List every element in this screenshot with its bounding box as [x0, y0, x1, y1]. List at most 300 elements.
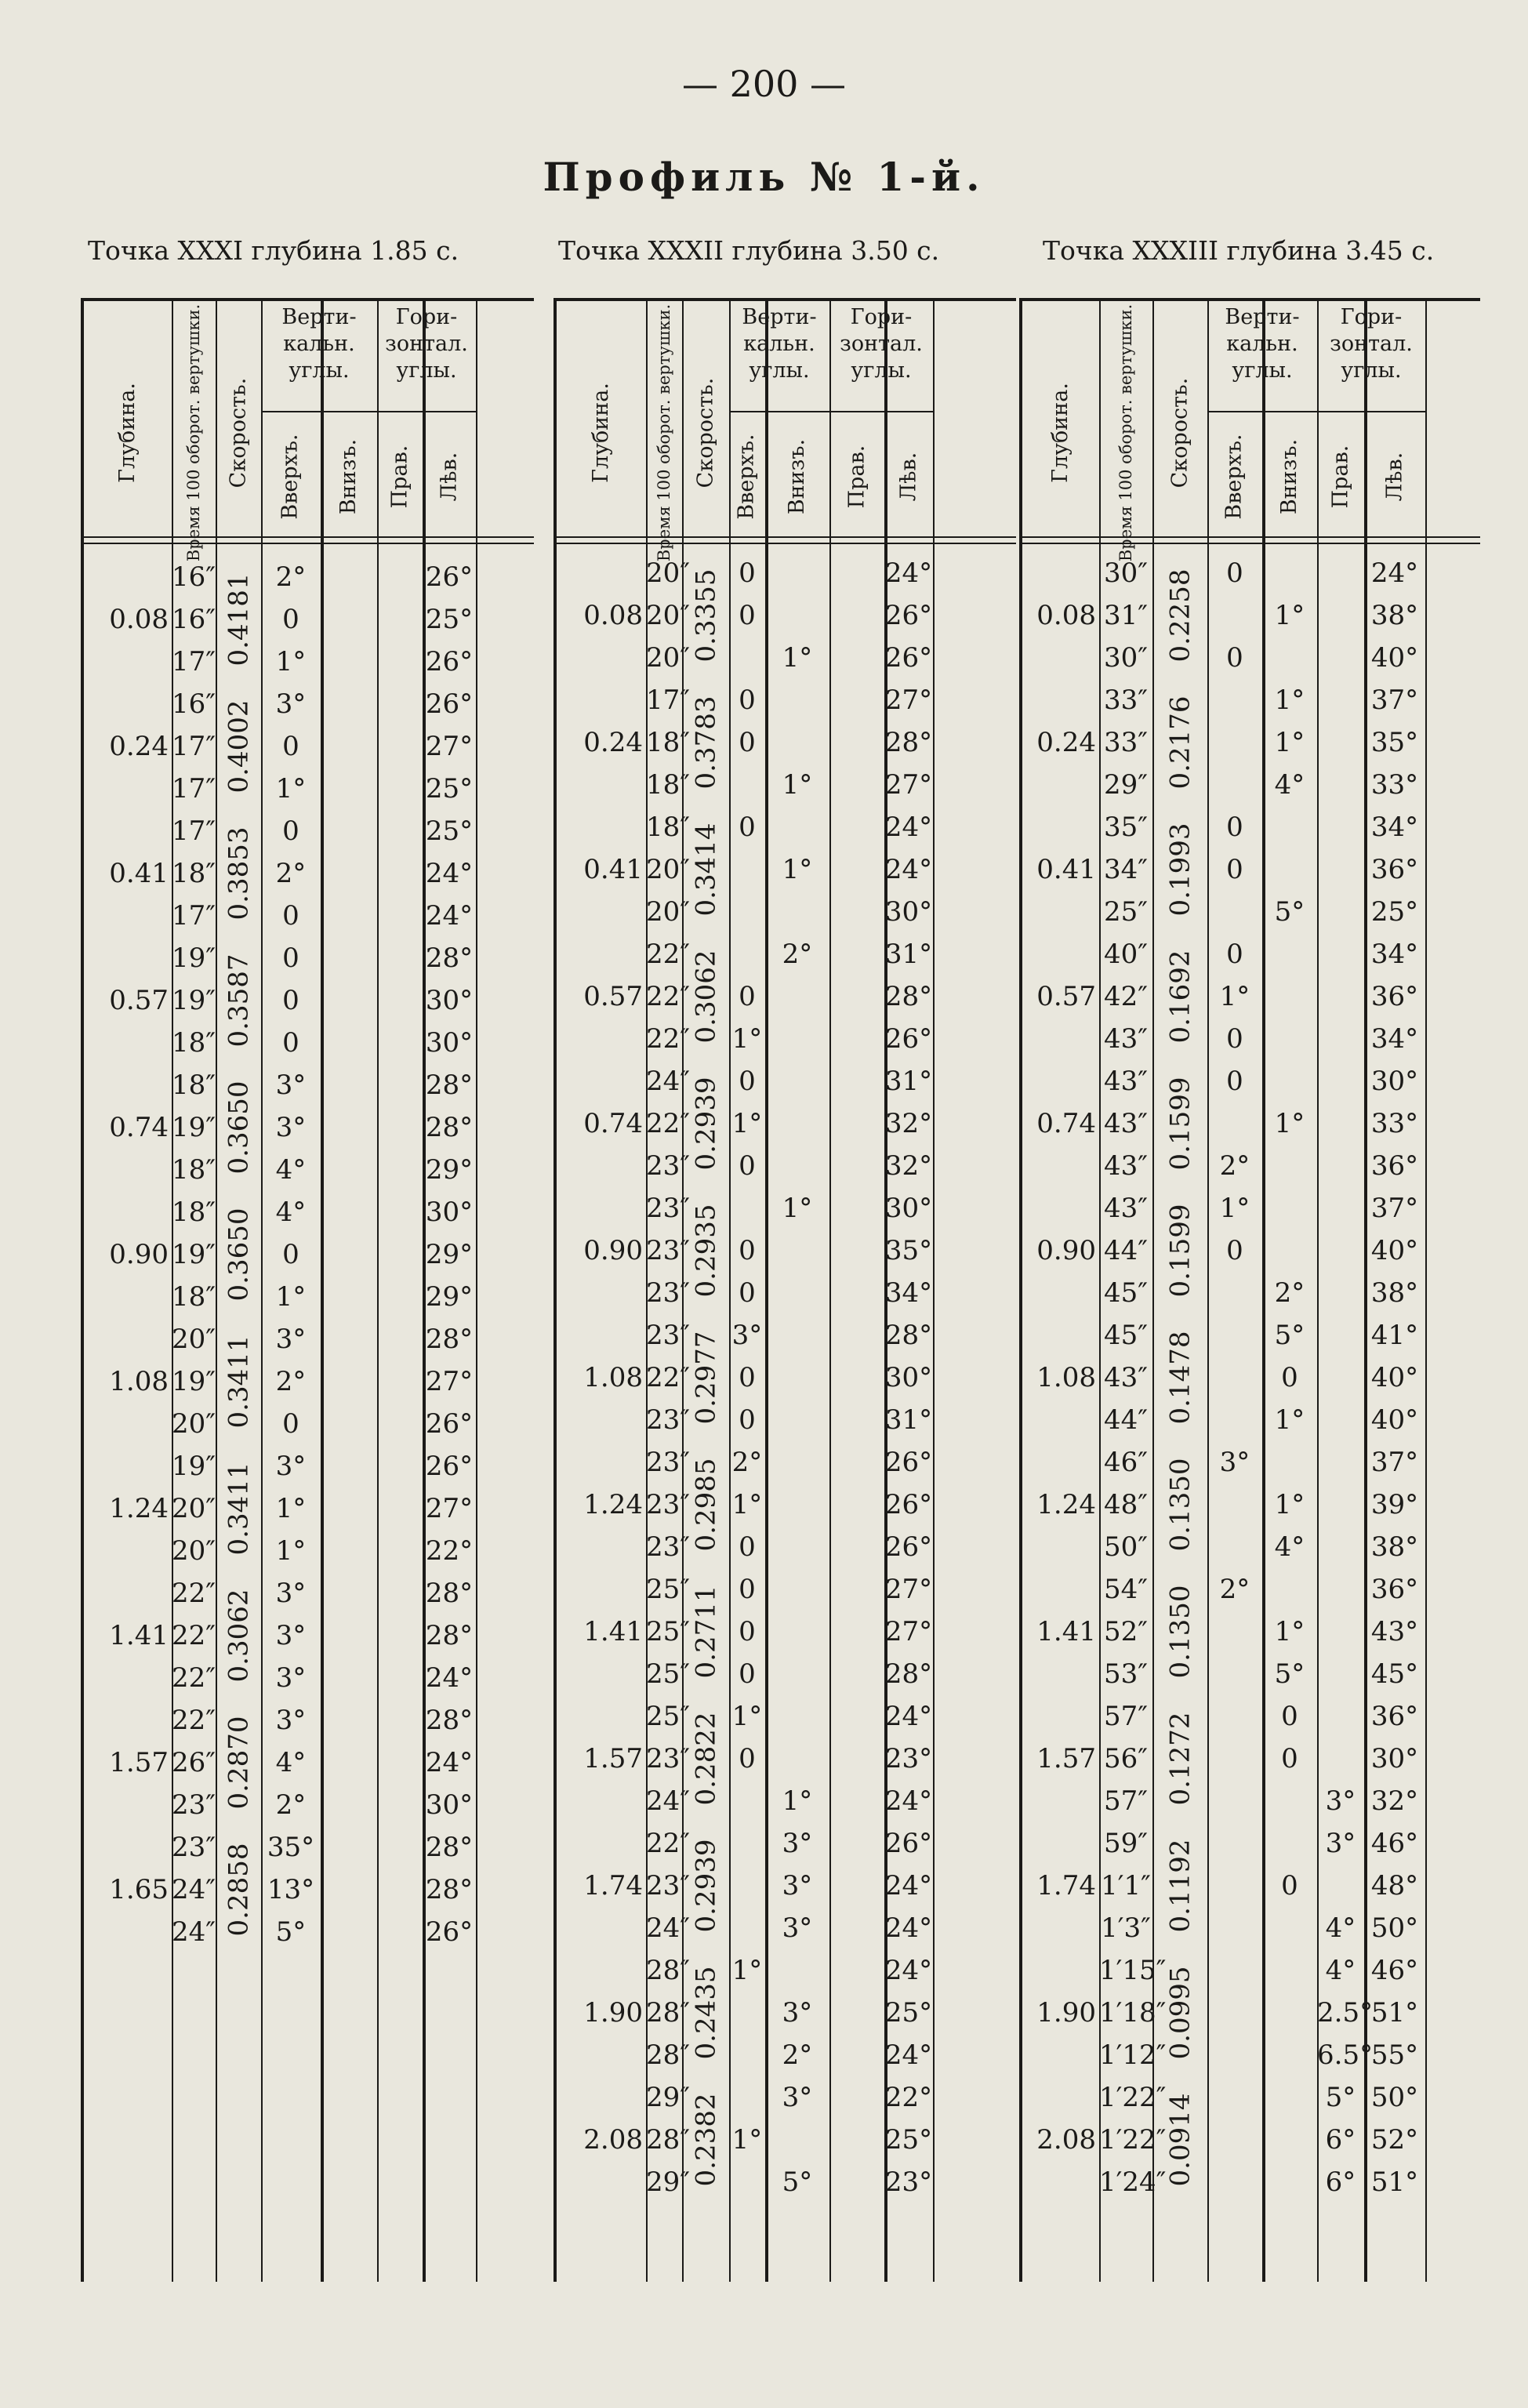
- time-value: 30″: [1104, 558, 1148, 589]
- up-angle-value: 2°: [275, 1366, 307, 1397]
- depth-value: 1.57: [109, 1747, 169, 1778]
- time-value: 23″: [646, 1531, 690, 1563]
- speed-value: [216, 1699, 261, 1826]
- time-value: 20″: [646, 600, 690, 631]
- depth-header-text: Глубина.: [115, 383, 140, 483]
- time-value: 23″: [646, 1404, 690, 1436]
- depth-header: [557, 315, 646, 550]
- time-value: 1′3″: [1101, 1912, 1151, 1944]
- left-header-text: Лѣв.: [1381, 452, 1406, 502]
- time-value: 45″: [1104, 1320, 1148, 1351]
- time-value: 28″: [646, 2039, 690, 2071]
- up-angle-value: 3°: [275, 1324, 307, 1355]
- up-angle-value: 1°: [275, 1493, 307, 1524]
- up-angle-value: 0: [739, 1277, 756, 1309]
- up-angle-value: 0: [1226, 1023, 1243, 1055]
- up-angle-value: 0: [1226, 558, 1243, 589]
- up-angle-value: 0: [282, 1027, 299, 1059]
- left-angle-value: 31°: [884, 1066, 933, 1097]
- left-angle-value: 26°: [425, 688, 474, 720]
- depth-value: 0.74: [1036, 1108, 1096, 1139]
- time-value: 19″: [172, 1112, 216, 1143]
- up-angle-value: 0: [282, 815, 299, 847]
- time-value: 1′15″: [1099, 1955, 1167, 1986]
- left-angle-value: 33°: [1370, 769, 1419, 801]
- up-angle-value: 1°: [275, 1535, 307, 1567]
- left-angle-value: 27°: [884, 769, 933, 801]
- depth-value: 0.41: [583, 854, 643, 885]
- down-angle-value: 5°: [1274, 1320, 1305, 1351]
- left-angle-value: 27°: [884, 1574, 933, 1605]
- speed-value-text: 0.2939: [690, 1077, 721, 1171]
- time-value: 42″: [1104, 981, 1148, 1012]
- up-angle-value: 0: [739, 727, 756, 758]
- point-heading-32: Точка XXXII глубина 3.50 с.: [558, 235, 940, 266]
- time-value: 19″: [172, 985, 216, 1016]
- time-value: 56″: [1104, 1743, 1148, 1774]
- up-header-text: Вверхъ.: [1222, 434, 1247, 520]
- speed-value-text: 0.3355: [690, 568, 721, 663]
- speed-value-text: 0.3853: [223, 826, 254, 921]
- speed-header: [682, 315, 729, 550]
- time-value: 18″: [172, 1281, 216, 1313]
- left-angle-value: 24°: [884, 1870, 933, 1901]
- left-angle-value: 36°: [1370, 1150, 1419, 1182]
- time-value: 23″: [646, 1235, 690, 1266]
- left-angle-value: 36°: [1370, 854, 1419, 885]
- time-value: 25″: [646, 1701, 690, 1732]
- up-angle-value: 1°: [275, 646, 307, 677]
- time-value: 59″: [1104, 1828, 1148, 1859]
- left-angle-value: 39°: [1370, 1489, 1419, 1520]
- left-angle-value: 25°: [884, 2124, 933, 2156]
- left-angle-value: 23°: [884, 2166, 933, 2198]
- down-header: [1262, 419, 1317, 535]
- time-value: 18″: [646, 769, 690, 801]
- time-value: 33″: [1104, 727, 1148, 758]
- left-angle-value: 35°: [1370, 727, 1419, 758]
- speed-header-text: Скорость.: [1167, 377, 1192, 489]
- depth-value: 0.24: [583, 727, 643, 758]
- down-angle-value: 0: [1281, 1870, 1298, 1901]
- depth-value: 1.90: [583, 1997, 643, 2028]
- depth-value: 0.41: [1036, 854, 1096, 885]
- left-angle-value: 50°: [1370, 1912, 1419, 1944]
- depth-value: 1.08: [109, 1366, 169, 1397]
- time-value: 22″: [172, 1662, 216, 1694]
- speed-value: [216, 1318, 261, 1445]
- up-angle-value: 0: [739, 1362, 756, 1393]
- right-angle-value: 6°: [1325, 2166, 1356, 2198]
- time-value: 23″: [646, 1320, 690, 1351]
- up-angle-value: 3°: [275, 688, 307, 720]
- group-subrule: [1207, 411, 1317, 412]
- left-angle-value: 48°: [1370, 1870, 1419, 1901]
- time-value: 43″: [1104, 1150, 1148, 1182]
- left-angle-value: 27°: [425, 731, 474, 762]
- up-angle-value: 0: [282, 604, 299, 635]
- left-angle-value: 28°: [425, 1705, 474, 1736]
- vertical-angles-heading: Верти-кальн. углы.: [742, 305, 817, 383]
- left-angle-value: 25°: [425, 773, 474, 804]
- left-angle-value: 36°: [1370, 1701, 1419, 1732]
- depth-value: 1.90: [1036, 1997, 1096, 2028]
- speed-value: [1152, 679, 1207, 806]
- up-angle-value: 3°: [275, 1662, 307, 1694]
- up-angle-value: 0: [739, 558, 756, 589]
- time-value: 23″: [646, 1447, 690, 1478]
- vertical-angles-heading: Верти-кальн. углы.: [281, 305, 357, 383]
- depth-value: 0.08: [109, 604, 169, 635]
- up-angle-value: 3°: [275, 1112, 307, 1143]
- left-angle-value: 24°: [884, 1955, 933, 1986]
- left-angle-value: 29°: [425, 1281, 474, 1313]
- left-angle-value: 38°: [1370, 600, 1419, 631]
- speed-value: [1152, 1187, 1207, 1314]
- left-angle-value: 25°: [425, 604, 474, 635]
- group-subrule: [729, 411, 829, 412]
- right-angle-value: 3°: [1325, 1785, 1356, 1817]
- down-angle-value: 3°: [782, 1870, 813, 1901]
- left-header: [423, 419, 476, 535]
- time-value: 23″: [172, 1789, 216, 1821]
- left-angle-value: 32°: [884, 1150, 933, 1182]
- up-angle-value: 0: [739, 1658, 756, 1690]
- left-angle-value: 25°: [884, 1997, 933, 2028]
- down-header-text: Внизъ.: [785, 438, 810, 515]
- depth-value: 0.74: [583, 1108, 643, 1139]
- group-subrule: [377, 411, 476, 412]
- down-angle-value: 3°: [782, 1828, 813, 1859]
- left-angle-value: 55°: [1370, 2039, 1419, 2071]
- left-angle-value: 30°: [425, 1197, 474, 1228]
- time-value: 44″: [1104, 1235, 1148, 1266]
- up-angle-value: 1°: [1219, 981, 1250, 1012]
- up-angle-value: 0: [1226, 642, 1243, 674]
- speed-value: [216, 810, 261, 937]
- up-angle-value: 1°: [731, 1108, 763, 1139]
- time-value: 25″: [646, 1616, 690, 1647]
- page-title: Профиль № 1-й.: [543, 154, 985, 200]
- up-angle-value: 0: [282, 1239, 299, 1270]
- time-value: 43″: [1104, 1193, 1148, 1224]
- up-angle-value: 1°: [731, 2124, 763, 2156]
- time-value: 18″: [172, 858, 216, 889]
- left-angle-value: 36°: [1370, 1574, 1419, 1605]
- left-angle-value: 34°: [884, 1277, 933, 1309]
- up-angle-value: 1°: [731, 1023, 763, 1055]
- time-value: 23″: [646, 1743, 690, 1774]
- time-header: [646, 303, 682, 562]
- time-value: 1′22″: [1099, 2082, 1167, 2113]
- left-angle-value: 31°: [884, 1404, 933, 1436]
- down-angle-value: 2°: [782, 2039, 813, 2071]
- time-value: 17″: [172, 900, 216, 932]
- depth-value: 1.24: [1036, 1489, 1096, 1520]
- depth-value: 0.41: [109, 858, 169, 889]
- speed-value-text: 0.1350: [1164, 1585, 1196, 1679]
- speed-value-text: 0.2822: [690, 1712, 721, 1806]
- left-header: [1364, 419, 1425, 535]
- time-value: 22″: [646, 1023, 690, 1055]
- time-value: 1′22″: [1099, 2124, 1167, 2156]
- left-angle-value: 30°: [425, 1027, 474, 1059]
- left-angle-value: 32°: [884, 1108, 933, 1139]
- left-angle-value: 40°: [1370, 1404, 1419, 1436]
- time-value: 22″: [646, 939, 690, 970]
- up-angle-value: 0: [739, 1574, 756, 1605]
- left-angle-value: 43°: [1370, 1616, 1419, 1647]
- speed-header-text: Скорость.: [693, 377, 718, 489]
- depth-value: 1.08: [583, 1362, 643, 1393]
- left-angle-value: 34°: [1370, 812, 1419, 843]
- speed-value-text: 0.2939: [690, 1839, 721, 1933]
- time-value: 22″: [172, 1705, 216, 1736]
- time-value: 50″: [1104, 1531, 1148, 1563]
- left-angle-value: 22°: [884, 2082, 933, 2113]
- left-angle-value: 24°: [425, 900, 474, 932]
- left-angle-value: 26°: [425, 561, 474, 593]
- up-angle-value: 0: [739, 600, 756, 631]
- left-angle-value: 35°: [884, 1235, 933, 1266]
- left-angle-value: 28°: [425, 1832, 474, 1863]
- speed-value-text: 0.1599: [1164, 1204, 1196, 1298]
- time-value: 53″: [1104, 1658, 1148, 1690]
- down-header-text: Внизъ.: [1277, 438, 1302, 515]
- point-heading-31: Точка XXXI глубина 1.85 с.: [88, 235, 459, 266]
- down-header: [321, 419, 377, 535]
- left-angle-value: 46°: [1370, 1955, 1419, 1986]
- left-angle-value: 40°: [1370, 1362, 1419, 1393]
- depth-value: 2.08: [583, 2124, 643, 2156]
- time-value: 24″: [172, 1874, 216, 1905]
- down-angle-value: 1°: [782, 854, 813, 885]
- left-angle-value: 24°: [425, 1747, 474, 1778]
- left-angle-value: 26°: [884, 1447, 933, 1478]
- up-angle-value: 0: [1226, 1235, 1243, 1266]
- up-header-text: Вверхъ.: [735, 434, 760, 520]
- speed-value-text: 0.3411: [223, 1462, 254, 1556]
- time-value: 23″: [646, 1489, 690, 1520]
- up-header-text: Вверхъ.: [278, 434, 303, 520]
- left-angle-value: 38°: [1370, 1531, 1419, 1563]
- speed-value-text: 0.2977: [690, 1331, 721, 1425]
- down-header-text: Внизъ.: [336, 438, 361, 515]
- depth-value: 1.74: [583, 1870, 643, 1901]
- up-angle-value: 0: [282, 985, 299, 1016]
- time-header-text: Время 100 оборот. вертушки.: [655, 303, 674, 562]
- time-value: 1′1″: [1101, 1870, 1151, 1901]
- time-value: 24″: [646, 1785, 690, 1817]
- left-angle-value: 30°: [1370, 1743, 1419, 1774]
- time-value: 20″: [172, 1493, 216, 1524]
- down-angle-value: 2°: [1274, 1277, 1305, 1309]
- up-angle-value: 0: [739, 1235, 756, 1266]
- left-angle-value: 30°: [884, 896, 933, 928]
- time-value: 48″: [1104, 1489, 1148, 1520]
- time-value: 1′18″: [1099, 1997, 1167, 2028]
- time-value: 22″: [646, 1362, 690, 1393]
- time-value: 45″: [1104, 1277, 1148, 1309]
- down-angle-value: 3°: [782, 1912, 813, 1944]
- time-value: 20″: [646, 558, 690, 589]
- time-value: 44″: [1104, 1404, 1148, 1436]
- time-value: 43″: [1104, 1108, 1148, 1139]
- down-angle-value: 1°: [782, 1193, 813, 1224]
- time-value: 29″: [1104, 769, 1148, 801]
- left-angle-value: 26°: [425, 1408, 474, 1440]
- speed-value-text: 0.2435: [690, 1966, 721, 2060]
- depth-value: 0.57: [1036, 981, 1096, 1012]
- speed-value: [1152, 806, 1207, 933]
- left-angle-value: 28°: [425, 1874, 474, 1905]
- speed-value-text: 0.3650: [223, 1081, 254, 1175]
- left-angle-value: 26°: [884, 642, 933, 674]
- right-angle-value: 6.5°: [1317, 2039, 1374, 2071]
- column-divider: [377, 301, 379, 2282]
- time-value: 26″: [172, 1747, 216, 1778]
- left-angle-value: 27°: [884, 685, 933, 716]
- left-angle-value: 40°: [1370, 1235, 1419, 1266]
- speed-value: [216, 1826, 261, 1953]
- up-angle-value: 2°: [275, 858, 307, 889]
- time-value: 19″: [172, 1451, 216, 1482]
- left-angle-value: 27°: [425, 1366, 474, 1397]
- time-value: 19″: [172, 1366, 216, 1397]
- left-angle-value: 31°: [884, 939, 933, 970]
- time-value: 22″: [172, 1620, 216, 1651]
- left-angle-value: 37°: [1370, 1447, 1419, 1478]
- time-value: 29″: [646, 2082, 690, 2113]
- up-angle-value: 0: [1226, 854, 1243, 885]
- speed-value-text: 0.0914: [1164, 2093, 1196, 2187]
- horizontal-angles-heading: Гори-зонтал. углы.: [385, 305, 468, 383]
- time-value: 54″: [1104, 1574, 1148, 1605]
- left-angle-value: 29°: [425, 1239, 474, 1270]
- left-header-text: Лѣв.: [896, 452, 921, 502]
- right-angle-value: 6°: [1325, 2124, 1356, 2156]
- point-heading-33: Точка XXXIII глубина 3.45 с.: [1043, 235, 1435, 266]
- group-subrule: [829, 411, 933, 412]
- up-angle-value: 5°: [275, 1916, 307, 1948]
- time-value: 18″: [172, 1197, 216, 1228]
- up-angle-value: 0: [282, 942, 299, 974]
- left-angle-value: 28°: [884, 727, 933, 758]
- speed-value: [216, 1445, 261, 1572]
- depth-value: 0.57: [109, 985, 169, 1016]
- speed-header: [1152, 315, 1207, 550]
- column-divider: [1425, 301, 1427, 2282]
- speed-value-text: 0.3062: [690, 950, 721, 1044]
- down-angle-value: 0: [1281, 1743, 1298, 1774]
- depth-value: 1.41: [109, 1620, 169, 1651]
- speed-value-text: 0.3062: [223, 1589, 254, 1683]
- column-divider: [476, 301, 477, 2282]
- up-angle-value: 3°: [275, 1705, 307, 1736]
- up-angle-value: 0: [739, 1404, 756, 1436]
- left-angle-value: 25°: [425, 815, 474, 847]
- left-angle-value: 24°: [884, 812, 933, 843]
- left-angle-value: 28°: [884, 981, 933, 1012]
- up-angle-value: 0: [739, 981, 756, 1012]
- time-value: 22″: [172, 1578, 216, 1609]
- down-angle-value: 3°: [782, 1997, 813, 2028]
- column-divider: [829, 301, 831, 2282]
- up-angle-value: 0: [739, 1150, 756, 1182]
- up-angle-value: 1°: [275, 773, 307, 804]
- time-value: 28″: [646, 2124, 690, 2156]
- up-header: [729, 419, 765, 535]
- horizontal-angles-heading: Гори-зонтал. углы.: [840, 305, 923, 383]
- time-value: 23″: [646, 1150, 690, 1182]
- left-angle-value: 37°: [1370, 1193, 1419, 1224]
- right-header-text: Прав.: [844, 445, 869, 509]
- time-value: 28″: [646, 1955, 690, 1986]
- left-angle-value: 28°: [425, 1070, 474, 1101]
- left-angle-value: 41°: [1370, 1320, 1419, 1351]
- speed-value-text: 0.1478: [1164, 1331, 1196, 1425]
- speed-value: [1152, 1060, 1207, 1187]
- time-value: 28″: [646, 1997, 690, 2028]
- speed-value: [1152, 1314, 1207, 1441]
- up-angle-value: 1°: [731, 1955, 763, 1986]
- time-value: 18″: [172, 1154, 216, 1186]
- left-angle-value: 30°: [884, 1362, 933, 1393]
- left-angle-value: 26°: [425, 1451, 474, 1482]
- depth-value: 1.65: [109, 1874, 169, 1905]
- up-angle-value: 35°: [267, 1832, 315, 1863]
- group-subrule: [1317, 411, 1425, 412]
- speed-value-text: 0.2858: [223, 1843, 254, 1937]
- speed-value-text: 0.2711: [690, 1585, 721, 1679]
- down-angle-value: 0: [1281, 1362, 1298, 1393]
- left-angle-value: 28°: [425, 942, 474, 974]
- up-angle-value: 0: [739, 1616, 756, 1647]
- left-angle-value: 26°: [884, 1489, 933, 1520]
- up-angle-value: 0: [739, 812, 756, 843]
- depth-value: 2.08: [1036, 2124, 1096, 2156]
- depth-header: [1022, 315, 1099, 550]
- up-angle-value: 1°: [731, 1489, 763, 1520]
- column-divider: [933, 301, 935, 2282]
- speed-value-text: 0.3650: [223, 1208, 254, 1302]
- up-angle-value: 0: [739, 1743, 756, 1774]
- left-angle-value: 28°: [425, 1620, 474, 1651]
- speed-value-text: 0.2985: [690, 1458, 721, 1552]
- up-angle-value: 0: [1226, 1066, 1243, 1097]
- time-value: 16″: [172, 688, 216, 720]
- speed-value: [1152, 933, 1207, 1060]
- down-angle-value: 1°: [1274, 1108, 1305, 1139]
- time-value: 19″: [172, 1239, 216, 1270]
- left-angle-value: 37°: [1370, 685, 1419, 716]
- down-angle-value: 1°: [782, 642, 813, 674]
- up-angle-value: 2°: [731, 1447, 763, 1478]
- time-value: 20″: [172, 1408, 216, 1440]
- table-point-32: [553, 298, 1016, 2282]
- horizontal-angles-heading: Гори-зонтал. углы.: [1330, 305, 1413, 383]
- speed-header-text: Скорость.: [226, 377, 251, 489]
- time-value: 30″: [1104, 642, 1148, 674]
- right-header-text: Прав.: [387, 445, 412, 509]
- group-subrule: [261, 411, 377, 412]
- down-angle-value: 1°: [1274, 727, 1305, 758]
- table-point-31: [81, 298, 534, 2282]
- left-header: [884, 419, 933, 535]
- speed-value: [1152, 1695, 1207, 1822]
- left-angle-value: 29°: [425, 1154, 474, 1186]
- left-angle-value: 26°: [425, 1916, 474, 1948]
